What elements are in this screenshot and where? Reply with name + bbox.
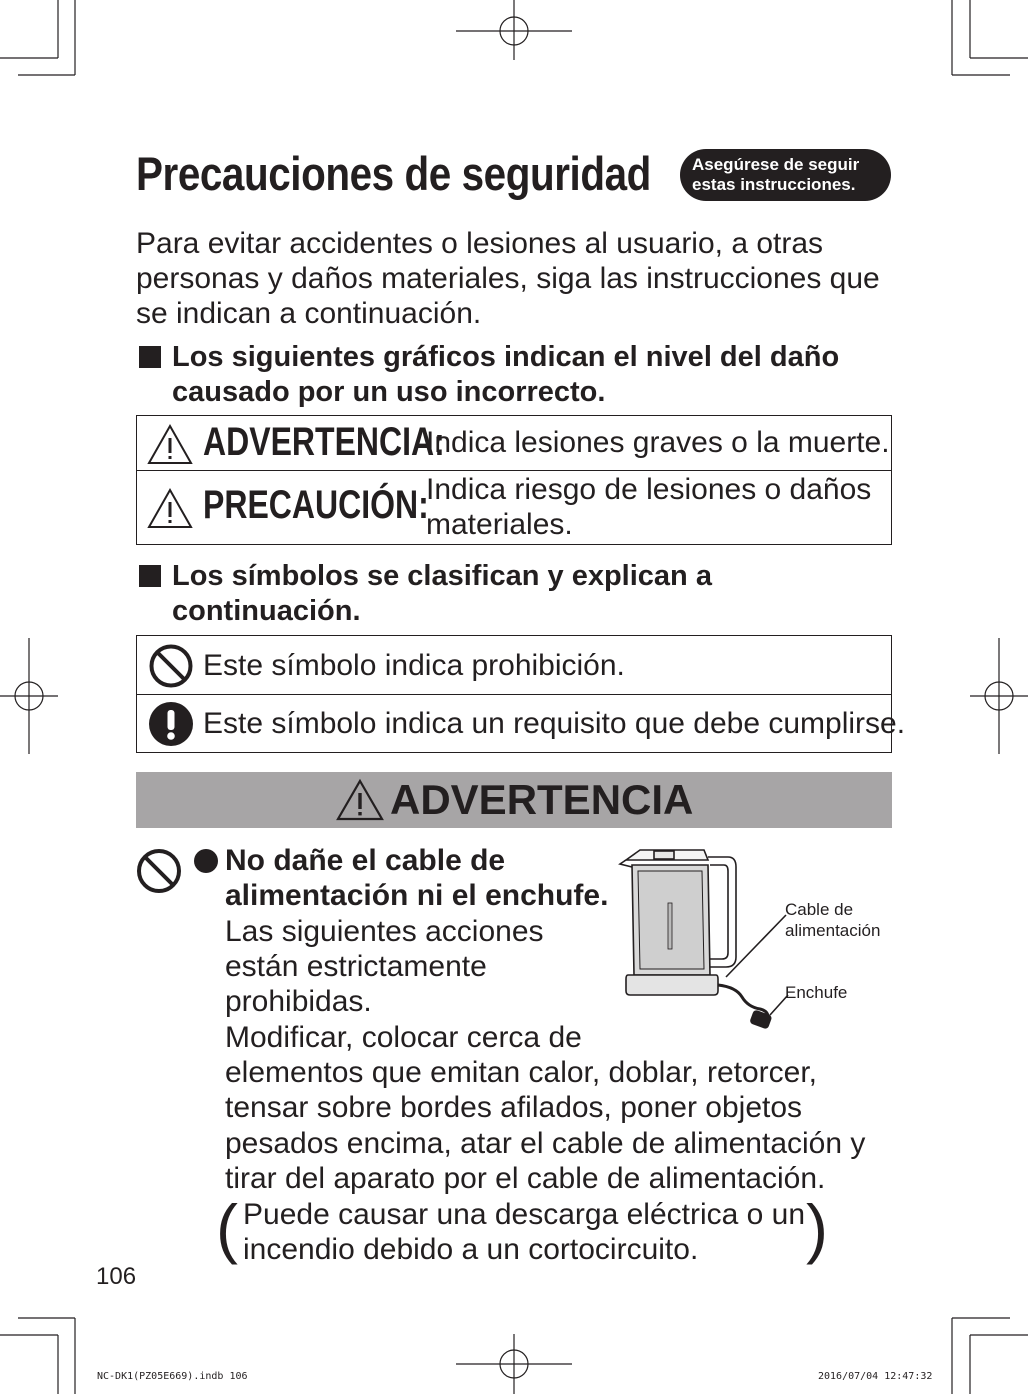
intro-line-1: Para evitar accidentes o lesiones al usuario, a otras [136, 227, 824, 260]
intro-line-3: se indican a continuación. [136, 297, 482, 330]
section2-heading [136, 559, 896, 629]
warning-label: ADVERTENCIA: [203, 420, 445, 464]
intro-paragraph [136, 226, 896, 331]
warning-item-heading-line-1: No dañe el cable de [225, 844, 506, 877]
footer-timestamp: 2016/07/04 12:47:32 [818, 1371, 933, 1382]
mandatory-description: Este símbolo indica un requisito que debe cumplirse. [203, 707, 906, 740]
warning-body-line-8: tirar del aparato por el cable de alimentación. [225, 1162, 826, 1195]
hazard-levels-table [136, 415, 892, 545]
prohibition-icon [135, 847, 183, 895]
section1-heading-line-2: causado por un uso incorrecto. [172, 376, 606, 408]
section2-heading-line-1: Los símbolos se clasifican y explican a [172, 560, 712, 592]
exclamation-mandatory-icon [148, 701, 194, 747]
badge-line-2: estas instrucciones. [692, 175, 856, 194]
symbols-table [136, 635, 906, 753]
warning-banner-title: ADVERTENCIA [390, 776, 694, 823]
warning-item-heading-line-2: alimentación ni el enchufe. [225, 879, 609, 912]
warning-triangle-icon [336, 778, 384, 822]
warning-body-line-2: están estrictamente [225, 950, 487, 983]
bullet-dot-icon [193, 848, 219, 874]
warning-body-line-6: tensar sobre bordes afilados, poner objetos [225, 1091, 803, 1124]
bullet-square-icon [139, 565, 161, 587]
instruction-badge [680, 149, 891, 201]
warning-note-line-2: incendio debido a un cortocircuito. [243, 1233, 699, 1266]
symbol-row-prohibition [137, 636, 891, 694]
caution-description-line-1: Indica riesgo de lesiones o daños [426, 473, 872, 506]
footer-file-info: NC-DK1(PZ05E669).indb 106 [97, 1371, 248, 1382]
warning-body-line-7: pesados encima, atar el cable de alimentación y [225, 1127, 866, 1160]
caution-description-line-2: materiales. [426, 508, 573, 541]
badge-line-1: Asegúrese de seguir [692, 155, 860, 174]
bullet-square-icon [139, 346, 161, 368]
warning-body-line-4: Modificar, colocar cerca de [225, 1021, 582, 1054]
warning-body-line-3: prohibidas. [225, 985, 372, 1018]
section1-heading [136, 340, 896, 410]
intro-line-2: personas y daños materiales, siga las instrucciones que [136, 262, 880, 295]
warning-description: Indica lesiones graves o la muerte. [426, 426, 890, 459]
figure-label-plug: Enchufe [785, 983, 848, 1002]
warning-note-line-1: Puede causar una descarga eléctrica o un [243, 1198, 806, 1231]
figure-label-cable-line-1: Cable de [785, 900, 854, 919]
section1-heading-line-1: Los siguientes gráficos indican el nivel del daño [172, 341, 840, 373]
warning-body-line-5: elementos que emitan calor, doblar, retorcer, [225, 1056, 818, 1089]
prohibition-icon [148, 643, 194, 689]
warning-triangle-icon [147, 487, 193, 529]
prohibition-description: Este símbolo indica prohibición. [203, 649, 625, 682]
warning-banner [136, 772, 892, 828]
warning-body-line-1: Las siguientes acciones [225, 915, 544, 948]
figure-label-cable-line-2: alimentación [785, 921, 881, 940]
section2-heading-line-2: continuación. [172, 595, 361, 627]
paren-close: ) [806, 1191, 828, 1265]
paren-open: ( [216, 1191, 238, 1265]
hazard-row-warning [137, 416, 891, 470]
caution-label: PRECAUCIÓN: [203, 483, 429, 527]
page-number: 106 [96, 1263, 137, 1290]
page-title: Precauciones de seguridad [136, 147, 651, 200]
symbol-row-mandatory [137, 694, 906, 753]
warning-triangle-icon [147, 423, 193, 465]
hazard-row-caution [137, 470, 891, 545]
